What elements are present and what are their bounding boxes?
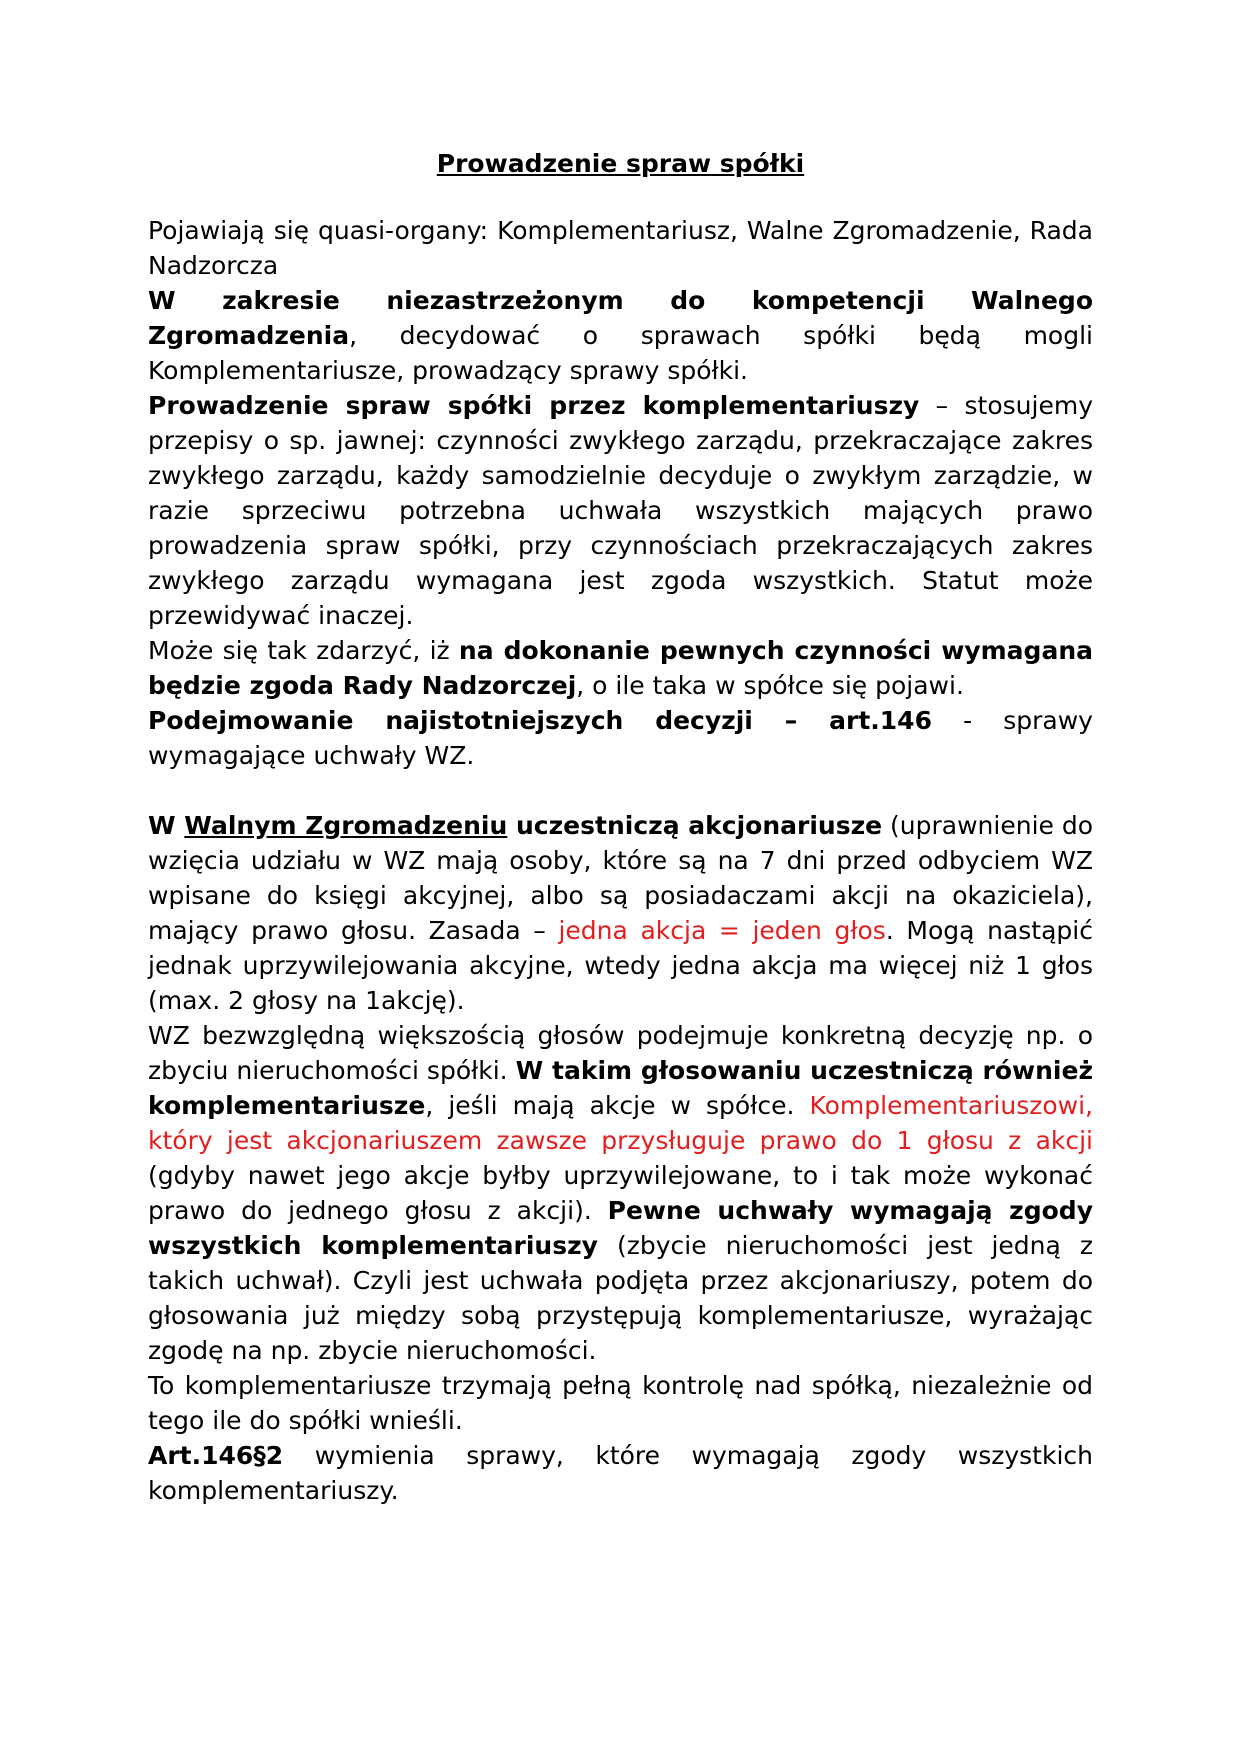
bold-phrase: W bbox=[148, 811, 185, 840]
bold-phrase: uczestniczą akcjonariusze bbox=[507, 811, 883, 840]
paragraph-majority-vote bbox=[148, 1018, 1093, 1368]
bold-phrase: Pewne uchwały wymagają zgody wszystkich komplementariuszy bbox=[148, 1196, 1093, 1260]
highlighted-red-phrase: Komplementariuszowi, który jest akcjonariuszem zawsze przysługuje prawo do 1 głosu z akcji bbox=[148, 1091, 1093, 1155]
bold-phrase: Art.146§2 bbox=[148, 1441, 284, 1470]
paragraph-general-meeting bbox=[148, 808, 1093, 1018]
text-run: , jeśli mają akcje w spółce. bbox=[425, 1091, 810, 1120]
paragraph-key-decisions bbox=[148, 703, 1093, 773]
text-run: (gdyby nawet jego akcje byłby uprzywilejowane, to i tak może wykonać prawo do jednego głosu z akcji). bbox=[148, 1161, 1093, 1225]
paragraph-management bbox=[148, 388, 1093, 633]
highlighted-red-phrase: jedna akcja = jeden głos bbox=[558, 916, 886, 945]
paragraph-full-control: To komplementariusze trzymają pełną kontrolę nad spółką, niezależnie od tego ile do spółki wnieśli. bbox=[148, 1371, 1093, 1435]
paragraph-supervisory-board bbox=[148, 633, 1093, 703]
text-run: , o ile taka w spółce się pojawi. bbox=[576, 671, 964, 700]
text-run: WZ bezwzględną większością głosów podejmuje konkretną decyzję np. o zbyciu nieruchomości spółki. bbox=[148, 1021, 1093, 1085]
document-title: Prowadzenie spraw spółki bbox=[436, 149, 805, 178]
text-run: wymienia sprawy, które wymagają zgody wszystkich komplementariuszy. bbox=[148, 1441, 1093, 1505]
paragraph-quasi-organs: Pojawiają się quasi-organy: Komplementariusz, Walne Zgromadzenie, Rada Nadzorcza bbox=[148, 216, 1093, 280]
bold-phrase: W takim głosowaniu uczestniczą również komplementariusze bbox=[148, 1056, 1094, 1120]
paragraph-competence bbox=[148, 283, 1093, 388]
document-page bbox=[148, 146, 1093, 1508]
text-run: Może się tak zdarzyć, iż bbox=[148, 636, 459, 665]
bold-phrase: na dokonanie pewnych czynności wymagana będzie zgoda Rady Nadzorczej bbox=[148, 636, 1093, 700]
bold-phrase: Podejmowanie najistotniejszych decyzji – art.146 bbox=[148, 706, 932, 735]
text-run: . Mogą nastąpić jednak uprzywilejowania akcyjne, wtedy jedna akcja ma więcej niż 1 głos (max. 2 głosy na 1akcję). bbox=[148, 916, 1093, 1015]
bold-phrase: W zakresie niezastrzeżonym do kompetencji Walnego Zgromadzenia bbox=[148, 286, 1093, 350]
blank-line bbox=[148, 773, 1093, 808]
text-run: (uprawnienie do wzięcia udziału w WZ mają osoby, które są na 7 dni przed odbyciem WZ wpisane do księgi akcyjnej, albo są posiadaczami akcji na okaziciela), mający prawo głosu. Zasada – bbox=[148, 811, 1094, 945]
bold-phrase: Prowadzenie spraw spółki przez komplementariuszy bbox=[148, 391, 920, 420]
text-run: , decydować o sprawach spółki będą mogli Komplementariusze, prowadzący sprawy spółki. bbox=[148, 321, 1093, 385]
paragraph-art-146 bbox=[148, 1438, 1093, 1508]
text-run: - sprawy wymagające uchwały WZ. bbox=[148, 706, 1093, 770]
text-run: (zbycie nieruchomości jest jedną z takich uchwał). Czyli jest uchwała podjęta przez akcjonariuszy, potem do głosowania już między sobą przystępują komplementariusze, wyrażając zgodę na np. zbycie nieruchomości. bbox=[148, 1231, 1093, 1365]
bold-underlined-phrase: Walnym Zgromadzeniu bbox=[184, 811, 508, 840]
text-run: – stosujemy przepisy o sp. jawnej: czynności zwykłego zarządu, przekraczające zakres zwykłego zarządu, każdy samodzielnie decyduje o zwykłym zarządzie, w razie sprzeciwu potrzebna uchwała wszystkich mających prawo prowadzenia spraw spółki, przy czynnościach przekraczających zakres zwykłego zarządu wymagana jest zgoda wszystkich. Statut może przewidywać inaczej. bbox=[148, 391, 1093, 630]
